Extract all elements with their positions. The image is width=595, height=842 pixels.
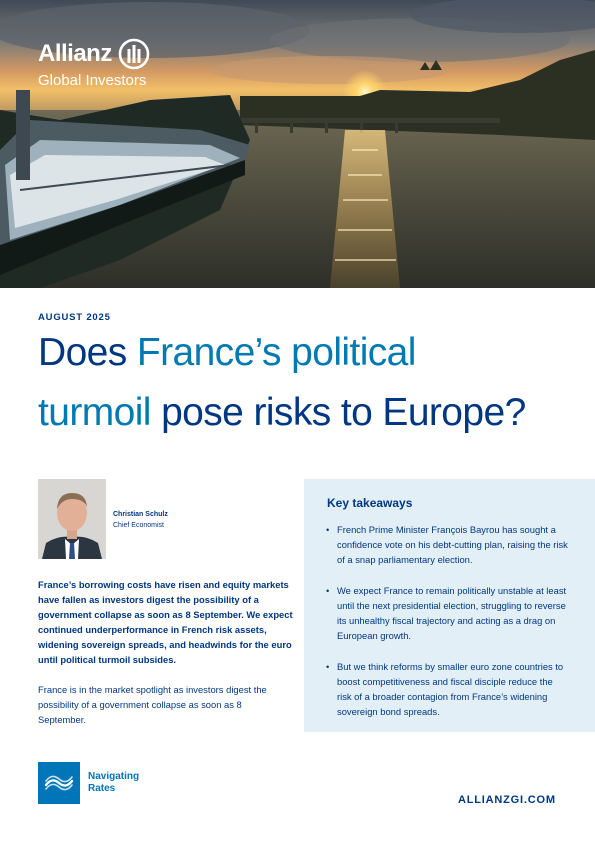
- allianz-gi-logo[interactable]: [38, 38, 150, 90]
- website-link[interactable]: ALLIANZGI.COM: [458, 794, 556, 806]
- brand-subtitle: Global Investors: [38, 72, 147, 89]
- lead-paragraph: France’s borrowing costs have risen and equity markets have fallen as investors digest the possibility of a government collapse as soon as 8 September. We expect continued underperformance in French risk assets, widening sovereign spreads, and headwinds for the euro until political turmoil subsides.: [38, 579, 293, 665]
- author-photo: [38, 479, 106, 559]
- title-part-1: Does: [38, 331, 137, 374]
- body-paragraph: France is in the market spotlight as investors digest the possibility of a government collapse as soon as 8 September.: [38, 684, 267, 725]
- takeaway-text: French Prime Minister François Bayrou has sought a confidence vote on his debt-cutting plan, raising the risk of a snap parliamentary election.: [337, 524, 568, 565]
- title-accent-2: turmoil: [38, 391, 151, 434]
- series-line-2: Rates: [88, 783, 116, 794]
- title-part-2: pose risks to Europe?: [150, 391, 526, 434]
- bullet-icon: •: [326, 585, 330, 596]
- publication-date: AUGUST 2025: [38, 312, 111, 323]
- author-name: Christian Schulz: [113, 511, 168, 518]
- allianz-eagle-icon: [118, 38, 150, 70]
- bullet-icon: •: [326, 661, 330, 672]
- list-item: [324, 522, 569, 567]
- author-role: Chief Economist: [113, 522, 164, 529]
- key-takeaways-list: [324, 522, 569, 735]
- navigating-rates-badge[interactable]: [38, 762, 139, 804]
- takeaway-text: But we think reforms by smaller euro zone countries to boost competitiveness and fiscal disciple reduce the risk of a broader contagion from France’s widening sovereign bond spreads.: [337, 661, 564, 717]
- series-label: [88, 771, 139, 795]
- key-takeaways-panel: [304, 479, 595, 732]
- waves-icon: [38, 762, 80, 804]
- author-info: [113, 509, 168, 531]
- list-item: [324, 659, 569, 719]
- brand-name: Allianz: [38, 40, 112, 67]
- title-accent-1: France’s political: [136, 331, 416, 374]
- list-item: [324, 583, 569, 643]
- takeaway-text: We expect France to remain politically unstable at least until the next presidential election, struggling to reverse its unhealthy fiscal trajectory and acting as a drag on European growth.: [337, 585, 567, 641]
- bullet-icon: •: [326, 524, 330, 535]
- series-line-1: Navigating: [88, 771, 140, 782]
- key-takeaways-title: Key takeaways: [327, 496, 413, 510]
- page-title: [38, 323, 578, 443]
